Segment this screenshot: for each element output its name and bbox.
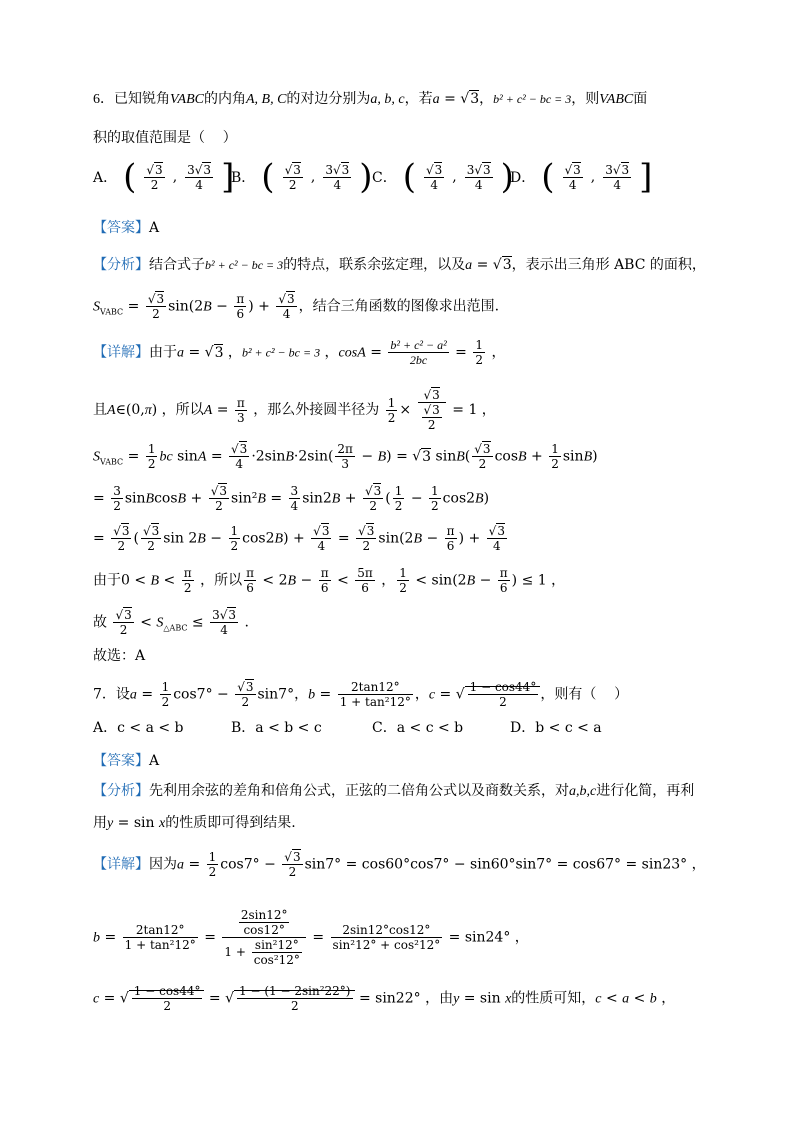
q7-stem: 7．设a = $\frac{1}{2}$ cos7° − $\frac{√3}{2}$ sin7°，b = $\frac{2\tan 12^\circ}{\text{1 + tan²12°}}$ ，c = √ $\frac{1 - \cos 44^\circ}{2}$ ，则有（ ） [93, 680, 629, 709]
q6-option-d[interactable]: D． ( √3 4 , 3√3 4 ] [510, 157, 653, 197]
q6-detail-line5: = $\frac{√3}{2}$ ( $\frac{√3}{2}$ sin 2B − $\frac{1}{2}$ cos2B) + $\frac{√3}{4}$ = $\frac{√3}{2}$ sin(2B − $\frac{\pi}{6}$ ) + $\frac{√3}{4}$ [93, 524, 505, 553]
q6-choose: 故选：A [93, 648, 146, 664]
q6-detail-line1: 【详解】由于a = √3 ，b² + c² − bc = 3 ，cosA = $\frac{\text{b² + c² − a²}}{2bc}$ = $\frac{1}{2}$ ， [93, 338, 506, 367]
q6-stem-line1: 6．已知锐角VABC的内角A, B, C的对边分别为a, b, c，若a = √3，b² + c² − bc = 3，则VABC面 [93, 91, 648, 107]
q7-detail-line3: c = √ $\frac{1 - \cos 44^\circ}{2}$ = √ $\frac{\text{1 − (1 − 2sin²22°)}}{2}$ = sin22° ，由y = sin x的性质可知，c < a < b ， [93, 984, 676, 1013]
answer-tag: 【答案】 [93, 753, 149, 769]
q6-option-c[interactable]: C． ( √3 4 , 3√3 4 ) [372, 157, 514, 197]
q7-analysis-line1: 【分析】先利用余弦的差角和倍角公式，正弦的二倍角公式以及商数关系，对a,b,c进行化简，再利 [93, 783, 695, 799]
q6-detail-line3: $S_{VABC}$ = $\frac{1}{2}$ bc sinA = $\frac{√3}{4}$ ·2sinB·2sin( $\frac{2\pi}{3}$ − B) = √3 sinB( $\frac{√3}{2}$ cosB + $\frac{1}{2}$ sinB) [93, 442, 598, 471]
detail-tag: 【详解】 [93, 856, 149, 873]
q6-option-a[interactable]: A． ( √3 2 , 3√3 4 ] [93, 157, 235, 197]
answer-tag: 【答案】 [93, 220, 149, 236]
q6-detail-line2: 且A∈(0,π) ，所以A = $\frac{\pi}{3}$ ，那么外接圆半径为 $\frac{1}{2}$ × $\frac{√3}{\frac{√3}{2}}$ = 1 ， [93, 388, 496, 432]
q6-detail-line7: 故 $\frac{√3}{2}$ < $S_{\triangle ABC}$ ≤ $\frac{3√3}{4}$ . [93, 608, 249, 637]
analysis-tag: 【分析】 [93, 257, 149, 273]
q6-answer: 【答案】A [93, 220, 160, 236]
q6-detail-line4: = $\frac{3}{2}$ sinBcosB + $\frac{√3}{2}$ sin²B = $\frac{3}{4}$ sin2B + $\frac{√3}{2}$ ( $\frac{1}{2}$ − $\frac{1}{2}$ cos2B) [93, 484, 490, 513]
q7-detail-line2: b = $\frac{2\tan 12^\circ}{\text{1 + tan²12°}}$ = $\frac{2\sin 12^\circ}{\cos 12^\circ}$ 1 + $\frac{\text{sin²12°}}{\text{cos²12°}}$ = $\frac{2\sin 12^\circ\cos 12^\circ}{\text{sin²12° + cos²12°}}$ = sin24° ， [93, 908, 529, 967]
q6-analysis-line1: 【分析】结合式子b² + c² − bc = 3的特点，联系余弦定理，以及a = √3，表示出三角形 ABC 的面积， [93, 257, 706, 273]
q6-detail-line6: 由于0 < B < $\frac{\pi}{2}$ ，所以 $\frac{\pi}{6}$ < 2B − $\frac{\pi}{6}$ < $\frac{5\pi}{6}$ ， $\frac{1}{2}$ < sin(2B − $\frac{\pi}{6}$ ) ≤ 1 ， [93, 566, 566, 595]
q7-option-b[interactable]: B．a < b < c [231, 720, 322, 736]
q7-option-c[interactable]: C．a < c < b [372, 720, 464, 736]
q7-answer: 【答案】A [93, 753, 160, 769]
q7-option-d[interactable]: D．b < c < a [510, 720, 602, 736]
q6-stem-line2: 积的取值范围是（ ） [93, 130, 237, 146]
q7-option-a[interactable]: A．c < a < b [93, 720, 184, 736]
detail-tag: 【详解】 [93, 344, 149, 361]
q7-analysis-line2: 用y = sin x的性质即可得到结果. [93, 815, 296, 831]
q6-option-b[interactable]: B． ( √3 2 , 3√3 4 ) [231, 157, 373, 197]
analysis-tag: 【分析】 [93, 783, 149, 799]
q7-detail-line1: 【详解】因为a = $\frac{1}{2}$ cos7° − $\frac{√3}{2}$ sin7° = cos60°cos7° − sin60°sin7° = cos67° = sin23° ， [93, 850, 706, 879]
q6-analysis-line2: $S_{VABC}$ = $\frac{√3}{2}$ sin(2B − $\frac{\pi}{6}$ ) + $\frac{√3}{4}$ ，结合三角函数的图像求出范围. [93, 292, 500, 321]
